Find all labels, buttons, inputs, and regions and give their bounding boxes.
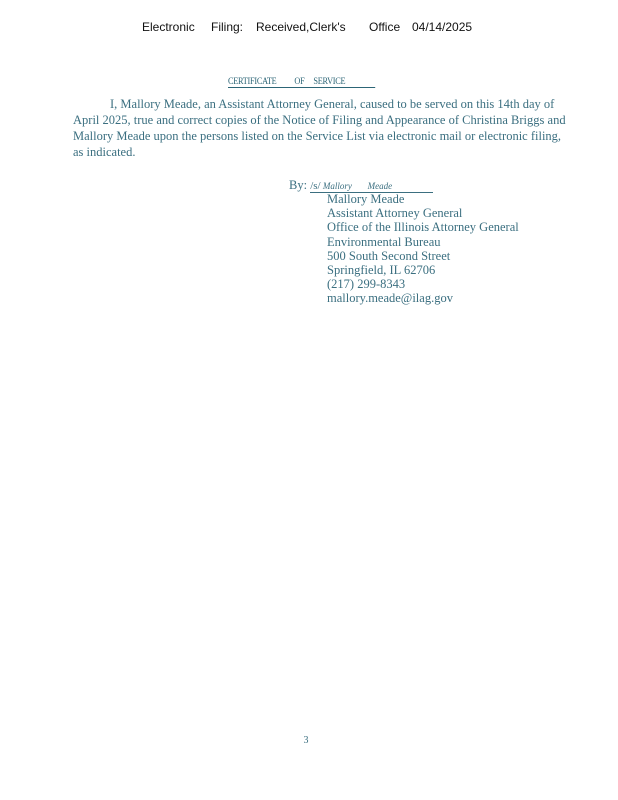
address-city: Springfield, IL 62706	[327, 263, 436, 278]
address-email: mallory.meade@ilag.gov	[327, 291, 453, 306]
certificate-body	[73, 96, 593, 160]
body-line-1: I, Mallory Meade, an Assistant Attorney General, caused to be served on this 14th day of	[110, 97, 555, 111]
address-office: Office of the Illinois Attorney General	[327, 220, 519, 235]
signature-block	[289, 178, 433, 193]
address-phone: (217) 299-8343	[327, 277, 406, 292]
address-bureau: Environmental Bureau	[327, 234, 441, 249]
by-label: By:	[289, 178, 308, 192]
address-street: 500 South Second Street	[327, 248, 451, 263]
header-date: 04/14/2025	[412, 20, 473, 34]
body-line-3: Mallory Meade upon the persons listed on the Service List via electronic mail or electronic filing,	[73, 129, 562, 143]
signature-slash-s: /s/	[310, 180, 321, 192]
header-received: Received,Clerk's	[256, 20, 346, 34]
signature-name: Mallory Meade	[322, 181, 393, 191]
body-line-2: April 2025, true and correct copies of the Notice of Filing and Appearance of Christina Briggs and	[73, 113, 566, 127]
address-name: Mallory Meade	[327, 192, 405, 206]
header-office: Office	[369, 20, 401, 34]
address-title: Assistant Attorney General	[327, 206, 463, 221]
body-line-4: as indicated.	[73, 145, 136, 159]
header-electronic: Electronic	[142, 20, 195, 34]
page-number: 3	[303, 735, 309, 746]
header-filing: Filing:	[211, 20, 244, 34]
signatory-address	[327, 192, 519, 306]
certificate-title: CERTIFICATE OF SERVICE	[228, 76, 375, 88]
